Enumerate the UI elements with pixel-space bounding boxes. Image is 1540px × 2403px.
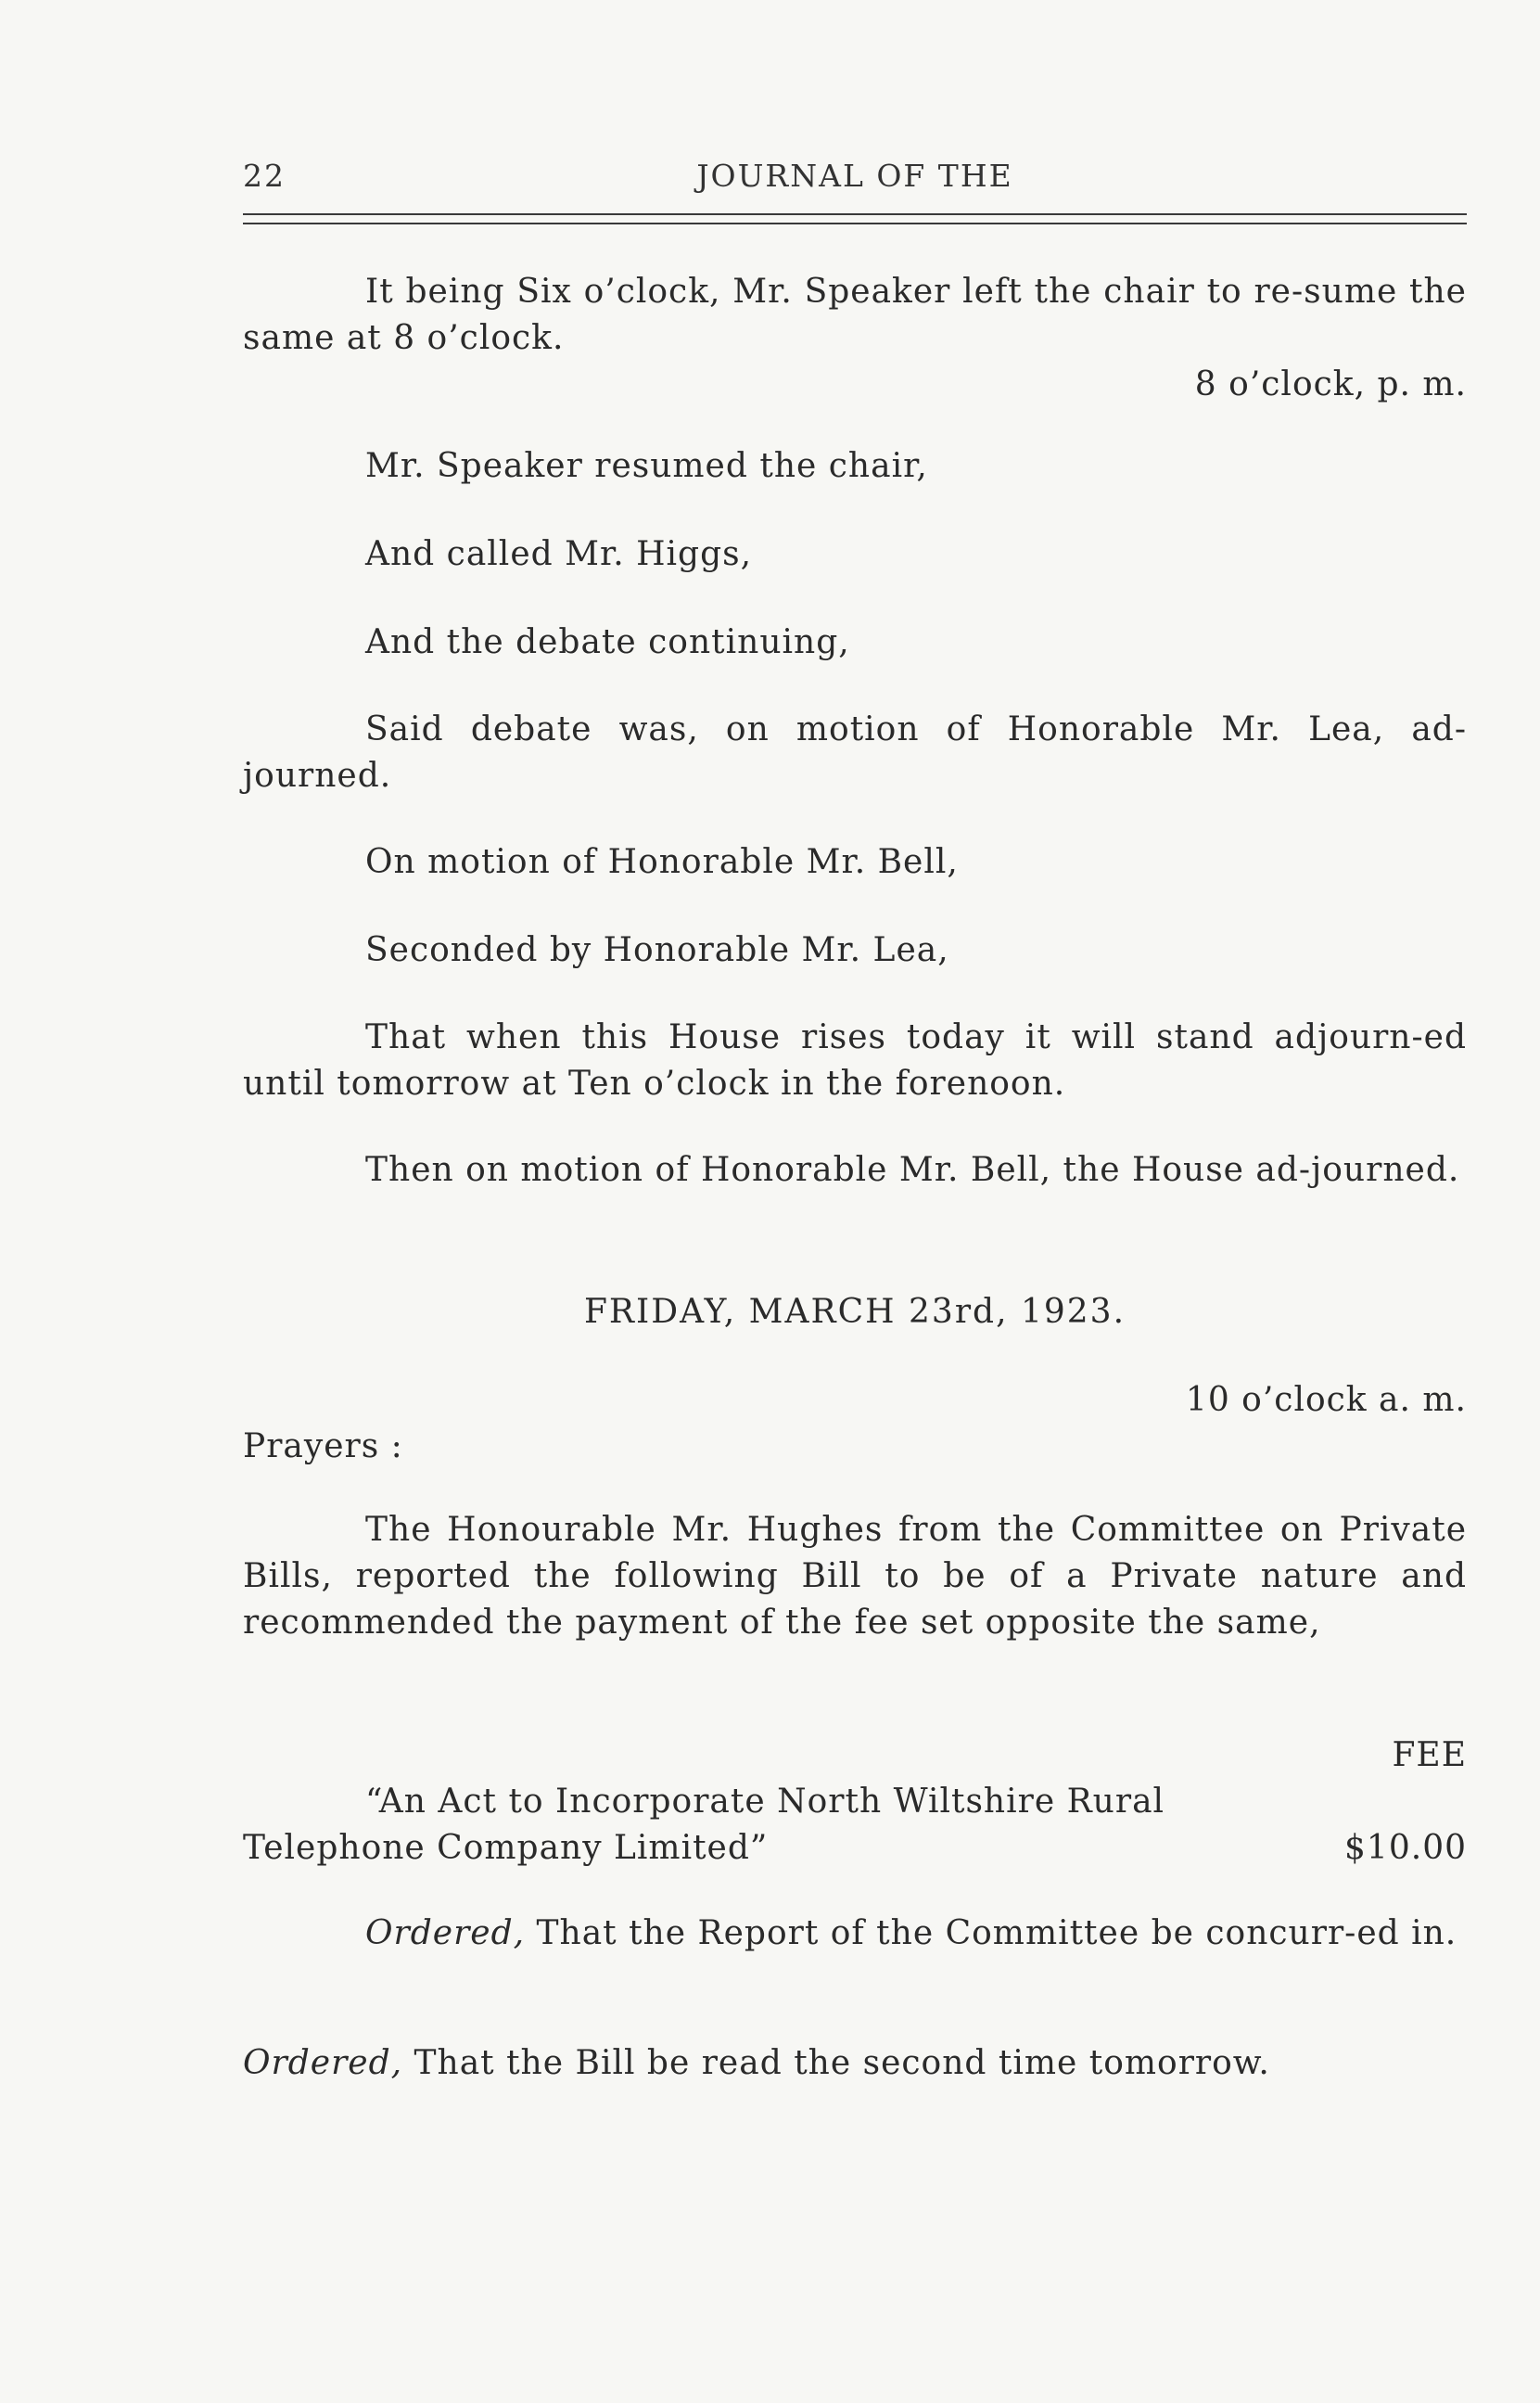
paragraph-committee-report — [243, 1507, 1467, 1646]
paragraph-rest: That the Report of the Committee be concurr-ed in. — [525, 1914, 1457, 1952]
ordered-word: Ordered, — [365, 1914, 526, 1952]
bill-fee-amount: $10.00 — [1344, 1829, 1467, 1867]
paragraph-text: Seconded by Honorable Mr. Lea, — [365, 931, 949, 969]
paragraph-text — [243, 2040, 1467, 2087]
paragraph-text — [243, 1911, 1467, 1957]
fee-label: FEE — [1392, 1736, 1467, 1774]
paragraph-house-adjourned — [243, 1147, 1467, 1194]
bill-title-line2: Telephone Company Limited” — [243, 1829, 769, 1867]
paragraph-recess — [243, 269, 1467, 362]
paragraph-debate-continuing — [243, 620, 1467, 666]
prayers-label: Prayers : — [243, 1427, 403, 1465]
paragraph-text: And the debate continuing, — [365, 623, 850, 661]
bill-title-line1: “An Act to Incorporate North Wiltshire Rural — [365, 1783, 1165, 1821]
paragraph-motion-bell — [243, 839, 1467, 886]
time-morning-block — [243, 1377, 1467, 1470]
page-number: 22 — [243, 158, 286, 194]
date-heading: FRIDAY, MARCH 23rd, 1923. — [583, 1293, 1126, 1331]
paragraph-text: The Honourable Mr. Hughes from the Committee on Private Bills, reported the following Bill to be of a Private nature and recommended the payment of the fee set opposite the same, — [243, 1511, 1467, 1642]
paragraph-speaker-resumed — [243, 443, 1467, 490]
running-head: JOURNAL OF THE — [696, 158, 1013, 194]
bill-fee-block — [243, 1732, 1467, 1872]
date-heading-block — [243, 1289, 1467, 1336]
paragraph-seconded-lea — [243, 927, 1467, 974]
paragraph-text: That when this House rises today it will stand adjourn-ed until tomorrow at Ten o’clock in the forenoon. — [243, 1018, 1467, 1103]
paragraph-text: Mr. Speaker resumed the chair, — [365, 447, 928, 485]
time-evening-block — [243, 362, 1467, 408]
paragraph-text: Then on motion of Honorable Mr. Bell, the House ad-journed. — [365, 1151, 1460, 1189]
header-rule-bottom — [243, 223, 1467, 224]
ordered-word: Ordered, — [243, 2044, 403, 2082]
time-morning: 10 o’clock a. m. — [1185, 1381, 1467, 1419]
paragraph-text: It being Six o’clock, Mr. Speaker left the chair to re-sume the same at 8 o’clock. — [243, 273, 1467, 357]
time-evening: 8 o’clock, p. m. — [1194, 365, 1467, 403]
header-rule-top — [243, 213, 1467, 215]
paragraph-text: And called Mr. Higgs, — [365, 535, 753, 573]
paragraph-text: On motion of Honorable Mr. Bell, — [365, 843, 959, 881]
paragraph-rest: That the Bill be read the second time tomorrow. — [402, 2044, 1270, 2082]
paragraph-report-concurred — [243, 1911, 1467, 1957]
paragraph-debate-adjourned — [243, 707, 1467, 799]
paragraph-text: Said debate was, on motion of Honorable Mr. Lea, ad-journed. — [243, 710, 1467, 795]
paragraph-called-higgs — [243, 531, 1467, 578]
paragraph-second-reading — [243, 2040, 1467, 2087]
paragraph-adjourn-motion — [243, 1015, 1467, 1107]
bill-title-row — [243, 1825, 1467, 1872]
page-header — [243, 158, 1467, 204]
